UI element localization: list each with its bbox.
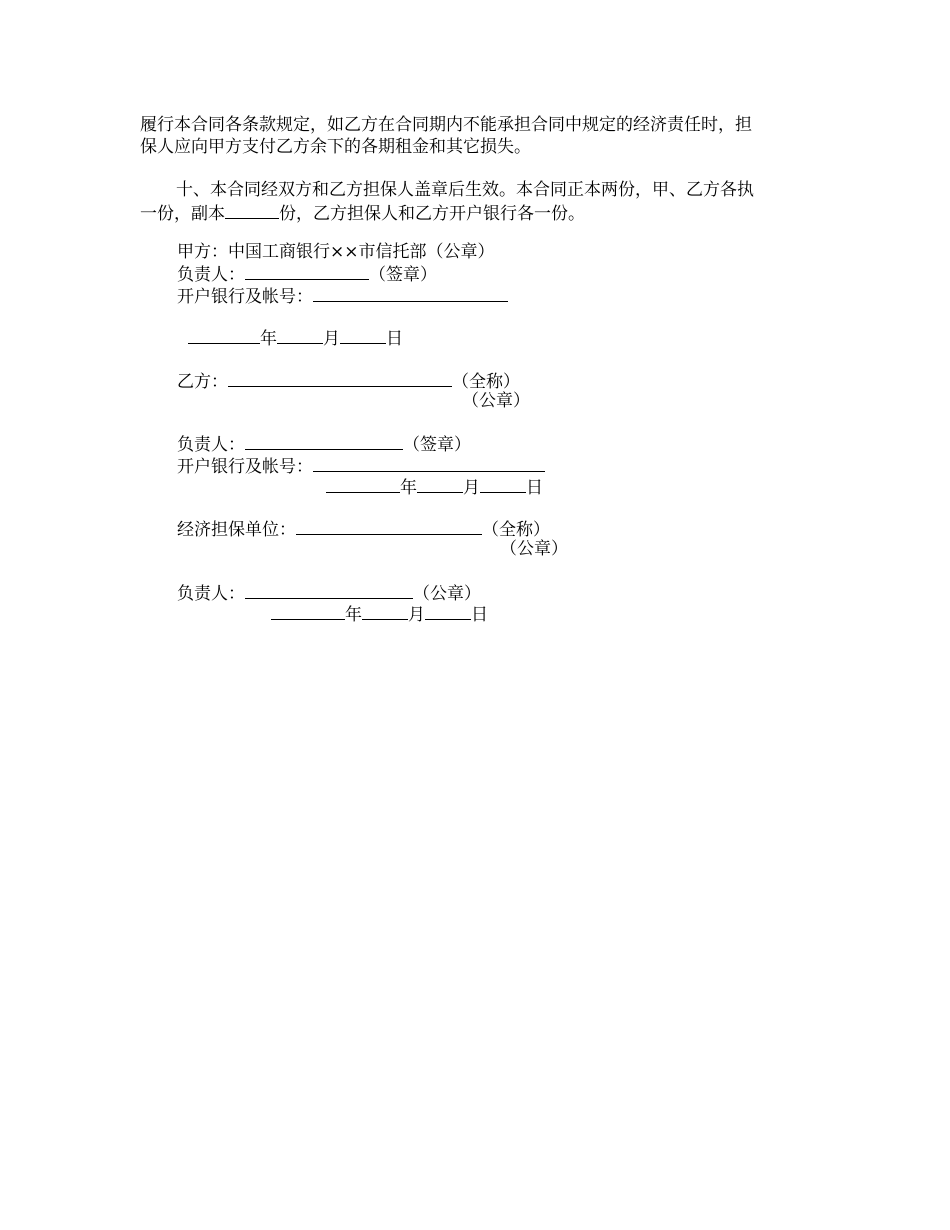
party-a-person-line xyxy=(177,263,437,286)
party-a-person-blank xyxy=(245,263,369,280)
guarantor-fullname-note: （全称） xyxy=(482,520,550,540)
guarantor-day-blank xyxy=(425,603,471,620)
party-b-person-line xyxy=(177,433,471,456)
paragraph-10-text-b: 份，乙方担保人和乙方开户银行各一份。 xyxy=(279,204,585,224)
party-b-person-blank xyxy=(245,433,403,450)
party-b-date-line xyxy=(326,476,543,499)
party-b-year-label: 年 xyxy=(400,478,417,498)
paragraph-9-line-1: 履行本合同各条款规定，如乙方在合同期内不能承担合同中规定的经济责任时，担 xyxy=(140,115,752,135)
party-a-month-blank xyxy=(277,327,323,344)
party-b-name-line xyxy=(177,370,520,393)
party-b-month-label: 月 xyxy=(463,478,480,498)
copies-blank xyxy=(225,202,279,219)
guarantor-name-blank xyxy=(296,518,482,535)
party-a-person-label: 负责人： xyxy=(177,265,245,285)
paragraph-10-text-a: 一份，副本 xyxy=(140,204,225,224)
paragraph-10-line-1: 十、本合同经双方和乙方担保人盖章后生效。本合同正本两份，甲、乙方各执 xyxy=(176,180,754,200)
party-a-name: 甲方：中国工商银行××市信托部（公章） xyxy=(177,242,495,262)
party-b-seal-note: （公章） xyxy=(462,391,530,411)
guarantor-year-blank xyxy=(271,603,345,620)
guarantor-person-line xyxy=(177,582,481,605)
guarantor-year-label: 年 xyxy=(345,605,362,625)
guarantor-day-label: 日 xyxy=(471,605,488,625)
guarantor-person-label: 负责人： xyxy=(177,584,245,604)
party-a-day-label: 日 xyxy=(386,329,403,349)
party-b-name-blank xyxy=(228,370,452,387)
guarantor-date-line xyxy=(271,603,488,626)
party-b-year-blank xyxy=(326,476,400,493)
party-a-year-blank xyxy=(188,327,260,344)
party-a-day-blank xyxy=(340,327,386,344)
party-a-bank-line xyxy=(177,285,508,308)
party-b-bank-line xyxy=(177,455,545,478)
party-a-person-seal: （签章） xyxy=(369,265,437,285)
guarantor-person-seal: （公章） xyxy=(413,584,481,604)
party-a-bank-blank xyxy=(313,285,508,302)
paragraph-10-line-2 xyxy=(140,202,585,225)
party-b-person-seal: （签章） xyxy=(403,435,471,455)
party-b-label: 乙方： xyxy=(177,372,228,392)
guarantor-month-label: 月 xyxy=(408,605,425,625)
guarantor-name-line xyxy=(177,518,550,541)
guarantor-month-blank xyxy=(362,603,408,620)
party-a-date-line xyxy=(188,327,403,350)
party-a-bank-label: 开户银行及帐号： xyxy=(177,287,313,307)
guarantor-seal-note: （公章） xyxy=(500,539,568,559)
party-b-bank-blank xyxy=(313,455,545,472)
party-b-fullname-note: （全称） xyxy=(452,372,520,392)
paragraph-9-line-2: 保人应向甲方支付乙方余下的各期租金和其它损失。 xyxy=(140,137,531,157)
guarantor-label: 经济担保单位： xyxy=(177,520,296,540)
party-a-year-label: 年 xyxy=(260,329,277,349)
party-b-month-blank xyxy=(417,476,463,493)
party-b-day-label: 日 xyxy=(526,478,543,498)
party-b-person-label: 负责人： xyxy=(177,435,245,455)
party-a-month-label: 月 xyxy=(323,329,340,349)
party-b-day-blank xyxy=(480,476,526,493)
guarantor-person-blank xyxy=(245,582,413,599)
party-b-bank-label: 开户银行及帐号： xyxy=(177,457,313,477)
